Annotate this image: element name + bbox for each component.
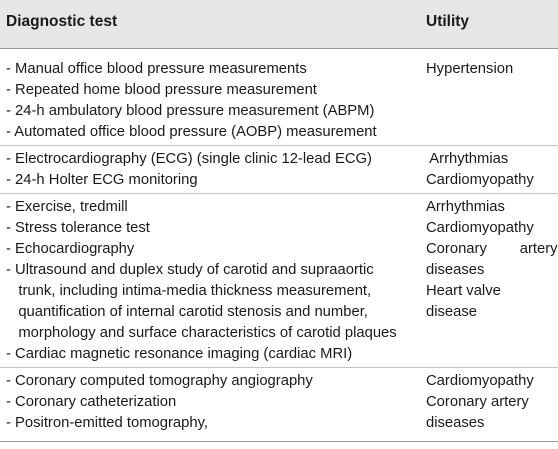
test-line: quantification of internal carotid stenosis and number, (6, 304, 368, 320)
utility-line: Arrhythmias (426, 151, 509, 167)
table-bottom-rule (0, 441, 558, 442)
utility-line: Cardiomyopathy (426, 373, 534, 389)
test-line: - Stress tolerance test (6, 220, 150, 236)
utility-line: Cardiomyopathy (426, 172, 534, 188)
test-line: - Ultrasound and duplex study of carotid and supraaortic (6, 262, 374, 278)
test-line: - Coronary computed tomography angiography (6, 373, 313, 389)
test-line: - Automated office blood pressure (AOBP) measurement (6, 124, 377, 140)
test-line: - Coronary catheterization (6, 394, 177, 410)
test-line: - Exercise, tredmill (6, 199, 128, 215)
header-utility: Utility (426, 13, 470, 30)
utility-line: Heart valve (426, 283, 501, 299)
utility-line: Coronary artery (426, 241, 558, 257)
test-line: - 24-h ambulatory blood pressure measurement (ABPM) (6, 103, 375, 119)
test-line: - 24-h Holter ECG monitoring (6, 172, 198, 188)
test-line: - Manual office blood pressure measurements (6, 61, 307, 77)
utility-line: Coronary artery (426, 394, 529, 410)
test-line: - Cardiac magnetic resonance imaging (cardiac MRI) (6, 346, 353, 362)
test-line: trunk, including intima-media thickness measurement, (6, 283, 372, 299)
utility-line: disease (426, 304, 478, 320)
table-header (0, 0, 558, 48)
test-line: - Repeated home blood pressure measurement (6, 82, 317, 98)
header-divider (0, 48, 558, 49)
utility-line: Arrhythmias (426, 199, 505, 215)
utility-line: Cardiomyopathy (426, 220, 534, 236)
group-divider (0, 193, 558, 194)
group-divider (0, 145, 558, 146)
test-line: - Echocardiography (6, 241, 135, 257)
utility-line: diseases (426, 415, 485, 431)
utility-line: Hypertension (426, 61, 514, 77)
header-diagnostic-test: Diagnostic test (6, 13, 118, 30)
utility-line: diseases (426, 262, 485, 278)
test-line: - Positron-emitted tomography, (6, 415, 209, 431)
test-line: - Electrocardiography (ECG) (single clinic 12-lead ECG) (6, 151, 372, 167)
test-line: morphology and surface characteristics of carotid plaques (6, 325, 397, 341)
group-divider (0, 367, 558, 368)
